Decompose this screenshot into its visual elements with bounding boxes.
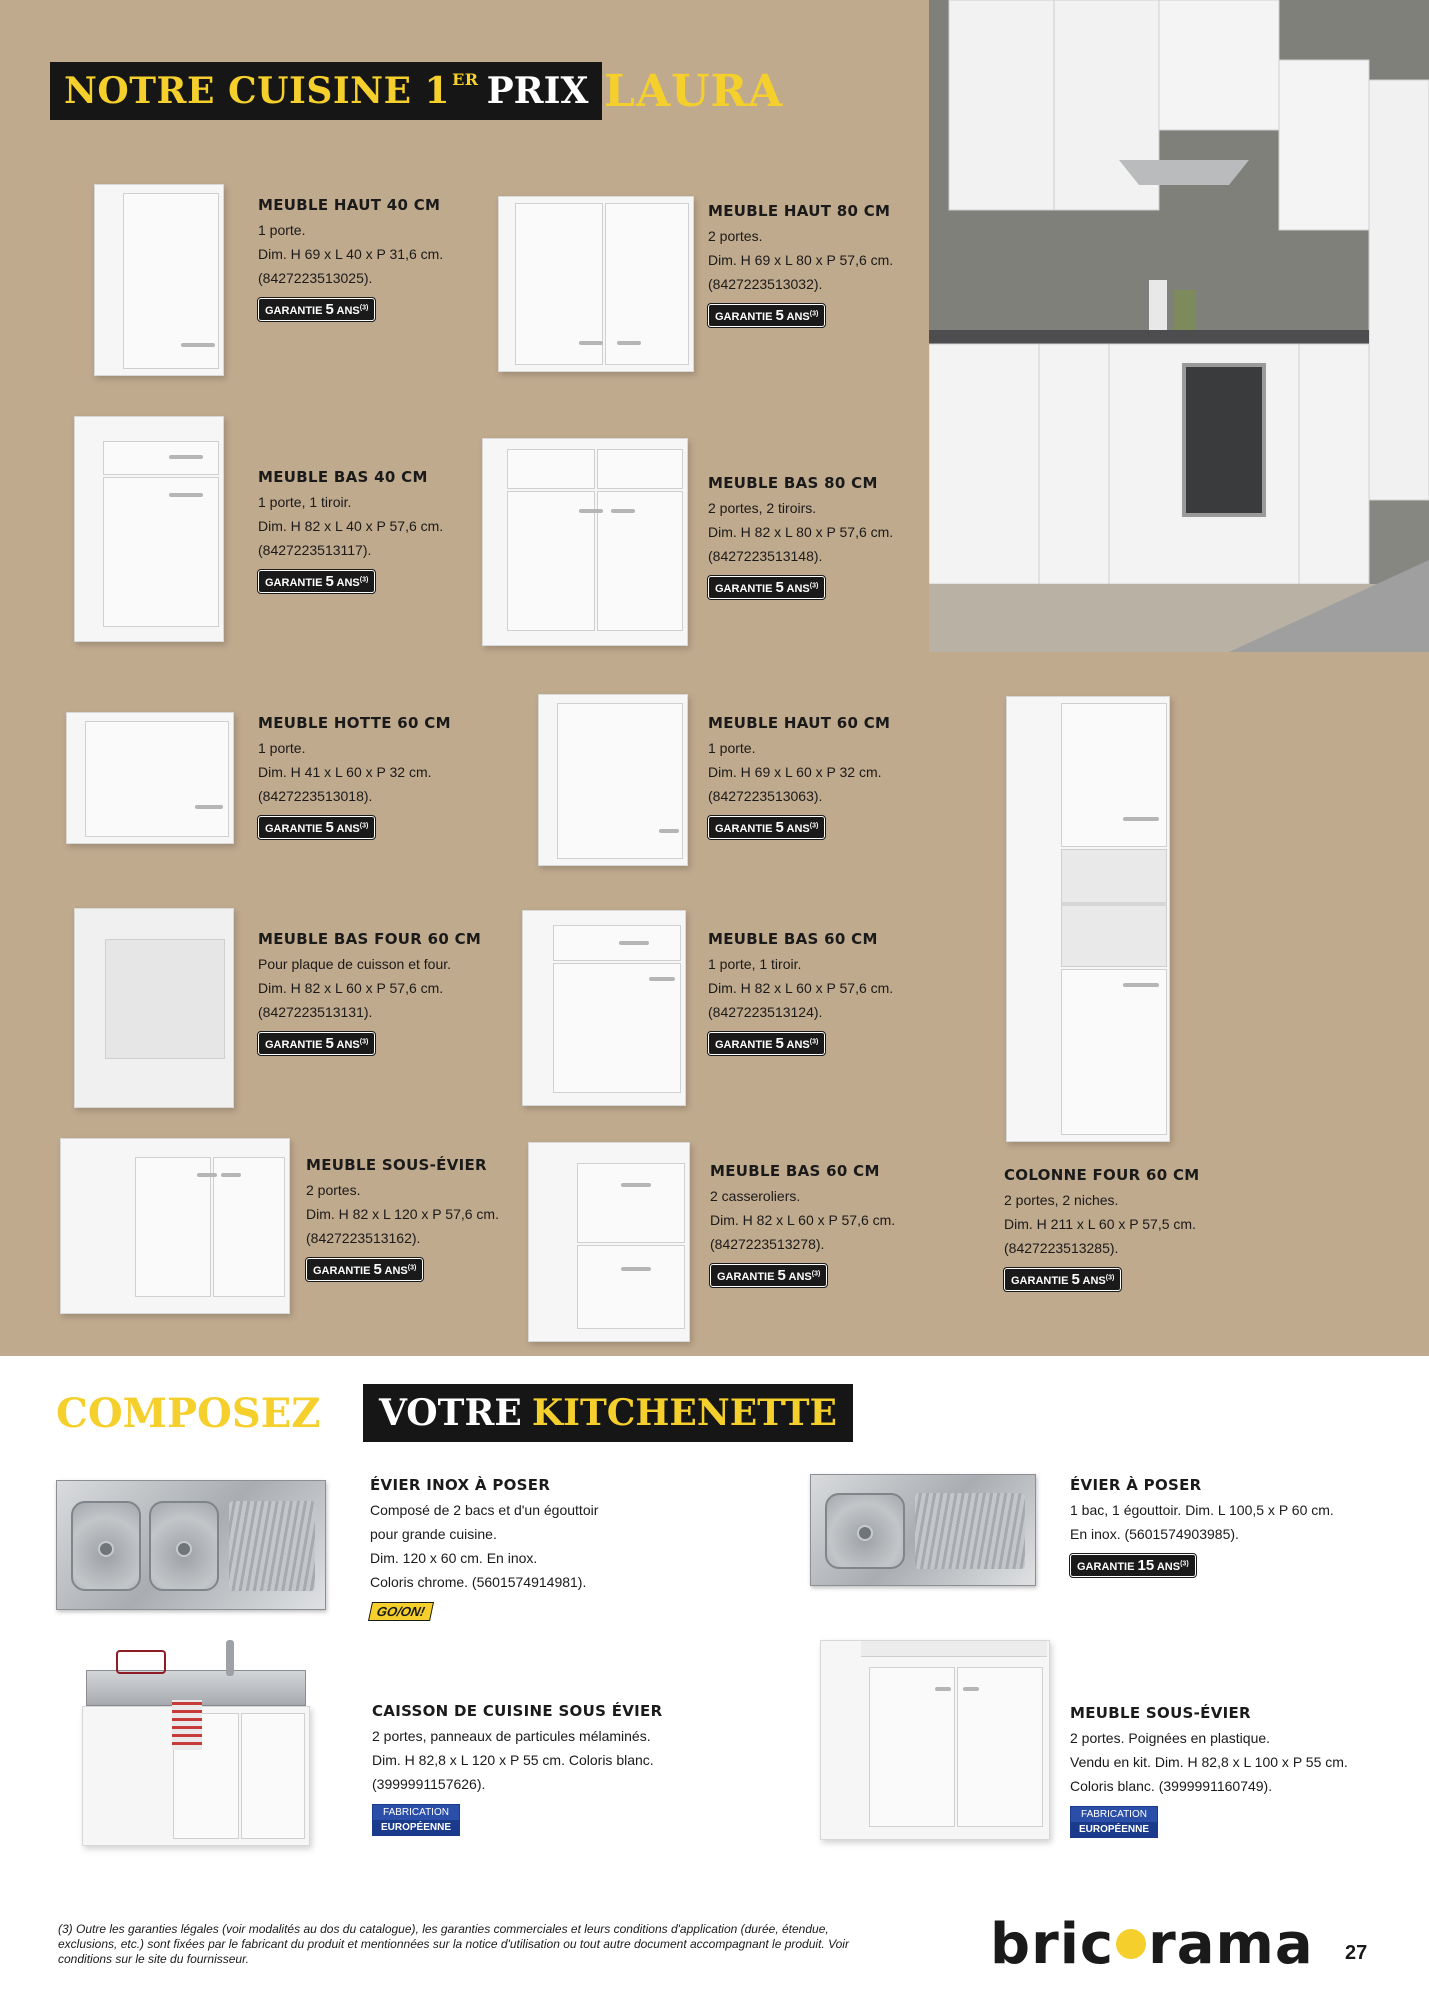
product-name: MEUBLE BAS 40 CM	[258, 468, 428, 486]
garantie-badge: GARANTIE 5 ANS$^{(3)}$	[708, 816, 825, 839]
header-brand-laura: LAURA	[604, 65, 784, 117]
cabinet-door	[85, 721, 229, 837]
product-desc: 1 porte, 1 tiroir.	[258, 494, 352, 510]
cabinet-door	[135, 1157, 211, 1297]
product-name: ÉVIER INOX À POSER	[370, 1476, 551, 1494]
product-desc: 2 portes, 2 niches.	[1004, 1192, 1119, 1208]
header-title-box	[50, 62, 602, 120]
product-ean: (8427223513278).	[710, 1236, 825, 1252]
cabinet-image-sous-evier	[60, 1138, 290, 1314]
cabinet-drawer	[553, 925, 681, 961]
cabinet-handle	[1123, 983, 1159, 987]
cabinet-door	[103, 477, 219, 627]
product-name: MEUBLE HOTTE 60 CM	[258, 714, 451, 732]
cabinet-handle	[621, 1183, 651, 1187]
garantie-badge: GARANTIE 5 ANS$^{(3)}$	[1004, 1268, 1121, 1291]
garantie-badge: GARANTIE 5 ANS$^{(3)}$	[258, 298, 375, 321]
product-name: MEUBLE HAUT 80 CM	[708, 202, 891, 220]
meuble-sous-evier-image	[820, 1640, 1050, 1840]
caisson-towel	[172, 1700, 202, 1750]
product-desc: 2 casseroliers.	[710, 1188, 801, 1204]
product-meuble-bas-60-b	[710, 1162, 930, 1287]
product-ean: (8427223513025).	[258, 270, 373, 286]
product-meuble-haut-80	[708, 202, 928, 327]
product-dim: Dim. H 82 x L 120 x P 57,6 cm.	[306, 1206, 499, 1222]
kitchenette-evier-a-poser	[1070, 1476, 1400, 1577]
sink-drainboard	[915, 1493, 1025, 1569]
product-dim: 1 bac, 1 égouttoir. Dim. L 100,5 x P 60 cm.	[1070, 1502, 1334, 1518]
page-number: 27	[1345, 1942, 1368, 1964]
cabinet-image-bas-four	[74, 908, 234, 1108]
product-meuble-haut-60	[708, 714, 928, 839]
kitchen-illustration	[929, 0, 1429, 652]
cabinet-handle	[619, 941, 649, 945]
product-dim: Dim. 120 x 60 cm. En inox.	[370, 1550, 538, 1566]
product-desc: 2 portes. Poignées en plastique.	[1070, 1730, 1271, 1746]
garantie-badge: GARANTIE 5 ANS$^{(3)}$	[258, 570, 375, 593]
product-dim: Dim. H 69 x L 60 x P 32 cm.	[708, 764, 882, 780]
cabinet-handle	[169, 493, 203, 497]
product-dim: Dim. H 69 x L 80 x P 57,6 cm.	[708, 252, 894, 268]
product-name: CAISSON DE CUISINE SOUS ÉVIER	[372, 1702, 663, 1720]
product-ean: Coloris chrome. (5601574914981).	[370, 1574, 587, 1590]
cabinet-top-frame	[861, 1641, 1047, 1657]
product-ean: (8427223513285).	[1004, 1240, 1119, 1256]
garantie-badge: GARANTIE 15 ANS$^{(3)}$	[1070, 1554, 1196, 1577]
product-desc: 2 portes.	[306, 1182, 361, 1198]
product-dim: Dim. H 82 x L 60 x P 57,6 cm.	[708, 980, 894, 996]
sink-drain	[176, 1541, 192, 1557]
cabinet-handle	[659, 829, 679, 833]
cabinet-door	[869, 1667, 955, 1827]
product-name: ÉVIER À POSER	[1070, 1476, 1202, 1494]
product-name: MEUBLE HAUT 60 CM	[708, 714, 891, 732]
product-meuble-bas-40	[258, 468, 498, 593]
cabinet-image-bas-40	[74, 416, 224, 642]
product-ean: (8427223513117).	[258, 542, 372, 558]
cabinet-handle	[621, 1267, 651, 1271]
product-ean: (8427223513162).	[306, 1230, 421, 1246]
product-name: COLONNE FOUR 60 CM	[1004, 1166, 1200, 1184]
sink-image-inox-double	[56, 1480, 326, 1610]
kitchenette-title-composez: COMPOSEZ	[56, 1390, 321, 1437]
product-dim: Dim. H 82 x L 60 x P 57,6 cm.	[258, 980, 444, 996]
sink-basin	[149, 1501, 219, 1591]
product-name: MEUBLE HAUT 40 CM	[258, 196, 441, 214]
product-desc: 1 porte, 1 tiroir.	[708, 956, 802, 972]
product-desc: 1 porte.	[258, 222, 306, 238]
cabinet-handle	[935, 1687, 951, 1691]
sink-drain	[857, 1525, 873, 1541]
product-ean: En inox. (5601574903985).	[1070, 1526, 1239, 1542]
product-meuble-sous-evier	[306, 1156, 536, 1281]
product-desc: 2 portes.	[708, 228, 763, 244]
cabinet-drawer	[577, 1245, 685, 1329]
cabinet-image-bas-60-casseroliers	[528, 1142, 690, 1342]
product-name: MEUBLE BAS 60 CM	[708, 930, 878, 948]
product-dim: Dim. H 211 x L 60 x P 57,5 cm.	[1004, 1216, 1196, 1232]
product-colonne-four	[1004, 1166, 1234, 1291]
cabinet-handle	[221, 1173, 241, 1177]
cabinet-image-hotte-60	[66, 712, 234, 844]
cabinet-image-bas-80	[482, 438, 688, 646]
cabinet-image-haut-60	[538, 694, 688, 866]
sink-drainboard	[229, 1501, 315, 1591]
product-name: MEUBLE BAS 80 CM	[708, 474, 878, 492]
product-ean: (8427223513018).	[258, 788, 373, 804]
product-desc: 2 portes, panneaux de particules mélaminés.	[372, 1728, 651, 1744]
cabinet-image-colonne-four	[1006, 696, 1170, 1142]
product-meuble-bas-80	[708, 474, 928, 599]
caisson-image	[76, 1630, 316, 1850]
product-dim: Dim. H 82,8 x L 120 x P 55 cm. Coloris blanc.	[372, 1752, 654, 1768]
go-on-logo: GO/ON!	[368, 1602, 434, 1621]
product-meuble-haut-40	[258, 196, 498, 321]
cabinet-handle	[169, 455, 203, 459]
product-name: MEUBLE SOUS-ÉVIER	[306, 1156, 487, 1174]
product-desc: 1 porte.	[708, 740, 756, 756]
kitchenette-evier-inox	[370, 1476, 670, 1621]
product-name: MEUBLE SOUS-ÉVIER	[1070, 1704, 1251, 1722]
sink-drain	[98, 1541, 114, 1557]
kitchenette-meuble-sous-evier	[1070, 1704, 1410, 1838]
product-desc: 2 portes, 2 tiroirs.	[708, 500, 817, 516]
product-meuble-bas-four	[258, 930, 508, 1055]
cabinet-handle	[579, 341, 603, 345]
sink-basin	[825, 1493, 905, 1569]
kitchen-photo	[929, 0, 1429, 652]
product-ean: (8427223513131).	[258, 1004, 373, 1020]
cabinet-handle	[197, 1173, 217, 1177]
product-desc: Pour plaque de cuisson et four.	[258, 956, 452, 972]
cabinet-handle	[195, 805, 223, 809]
product-dim: Dim. H 82 x L 60 x P 57,6 cm.	[710, 1212, 896, 1228]
cabinet-handle	[649, 977, 675, 981]
garantie-badge: GARANTIE 5 ANS$^{(3)}$	[258, 1032, 375, 1055]
product-ean: (8427223513032).	[708, 276, 823, 292]
sink-basin	[71, 1501, 141, 1591]
cabinet-door	[597, 491, 683, 631]
cabinet-handle	[579, 509, 603, 513]
cabinet-door	[1061, 703, 1167, 847]
cabinet-niche	[1061, 849, 1167, 967]
product-name: MEUBLE BAS 60 CM	[710, 1162, 880, 1180]
product-desc: pour grande cuisine.	[370, 1526, 497, 1542]
cabinet-door	[957, 1667, 1043, 1827]
cabinet-image-haut-80	[498, 196, 694, 372]
cabinet-drawer	[507, 449, 595, 489]
legal-footnote: (3) Outre les garanties légales (voir modalités au dos du catalogue), les garanties commerciales et leurs conditions d'application (durée, étendue, exclusions, etc.) sont fixées par le fabricant du produit et mentionnées sur la notice d'utilisation ou tout autre document accompagnant le produit. Voir conditions sur le site du fournisseur.	[58, 1922, 849, 1966]
product-dim: Vendu en kit. Dim. H 82,8 x L 100 x P 55 cm.	[1070, 1754, 1348, 1770]
product-dim: Dim. H 82 x L 80 x P 57,6 cm.	[708, 524, 894, 540]
kitchenette-caisson-sous-evier	[372, 1702, 712, 1836]
garantie-badge: GARANTIE 5 ANS$^{(3)}$	[708, 576, 825, 599]
cabinet-shelf	[1061, 902, 1167, 906]
product-ean: (8427223513063).	[708, 788, 823, 804]
cabinet-door	[241, 1713, 305, 1839]
logo-dot	[1116, 1929, 1146, 1959]
product-name: MEUBLE BAS FOUR 60 CM	[258, 930, 482, 948]
product-ean: (3999991157626).	[372, 1776, 486, 1792]
garantie-badge: GARANTIE 5 ANS$^{(3)}$	[708, 304, 825, 327]
cabinet-handle	[611, 509, 635, 513]
caisson-faucet	[226, 1640, 234, 1676]
garantie-badge: GARANTIE 5 ANS$^{(3)}$	[258, 816, 375, 839]
header-title-main: NOTRE CUISINE 1 $^{ER}$	[64, 70, 479, 112]
cabinet-drawer	[597, 449, 683, 489]
product-dim: Dim. H 69 x L 40 x P 31,6 cm.	[258, 246, 444, 262]
fabrication-europeenne-badge: FABRICATION EUROPÉENNE	[372, 1804, 460, 1836]
cabinet-door	[213, 1157, 285, 1297]
garantie-badge: GARANTIE 5 ANS$^{(3)}$	[708, 1032, 825, 1055]
garantie-badge: GARANTIE 5 ANS$^{(3)}$	[710, 1264, 827, 1287]
cabinet-drawer	[577, 1163, 685, 1243]
cabinet-handle	[963, 1687, 979, 1691]
sink-image-inox-single	[810, 1474, 1036, 1586]
cabinet-image-haut-40	[94, 184, 224, 376]
kitchenette-title-box	[363, 1384, 853, 1442]
product-dim: Dim. H 41 x L 60 x P 32 cm.	[258, 764, 432, 780]
garantie-badge: GARANTIE 5 ANS$^{(3)}$	[306, 1258, 423, 1281]
bricorama-logo: bric rama	[990, 1912, 1314, 1977]
product-dim: Dim. H 82 x L 40 x P 57,6 cm.	[258, 518, 444, 534]
cabinet-handle	[617, 341, 641, 345]
kitchenette-title-votre: VOTRE	[379, 1392, 522, 1434]
kitchenette-title-brand: KITCHENETTE	[531, 1392, 837, 1434]
product-meuble-hotte-60	[258, 714, 498, 839]
cabinet-handle	[1123, 817, 1159, 821]
cabinet-door	[557, 703, 683, 859]
cabinet-door	[553, 963, 681, 1093]
header-title-prix: PRIX	[486, 70, 589, 112]
product-ean: (8427223513124).	[708, 1004, 823, 1020]
cabinet-door	[1061, 969, 1167, 1135]
cabinet-opening	[105, 939, 225, 1059]
fabrication-europeenne-badge: FABRICATION EUROPÉENNE	[1070, 1806, 1158, 1838]
product-desc: 1 porte.	[258, 740, 306, 756]
product-meuble-bas-60-a	[708, 930, 928, 1055]
cabinet-handle	[181, 343, 215, 347]
cabinet-image-bas-60	[522, 910, 686, 1106]
product-desc: Composé de 2 bacs et d'un égouttoir	[370, 1502, 599, 1518]
product-ean: (8427223513148).	[708, 548, 823, 564]
caisson-dishrack	[116, 1650, 166, 1674]
product-ean: Coloris blanc. (3999991160749).	[1070, 1778, 1273, 1794]
